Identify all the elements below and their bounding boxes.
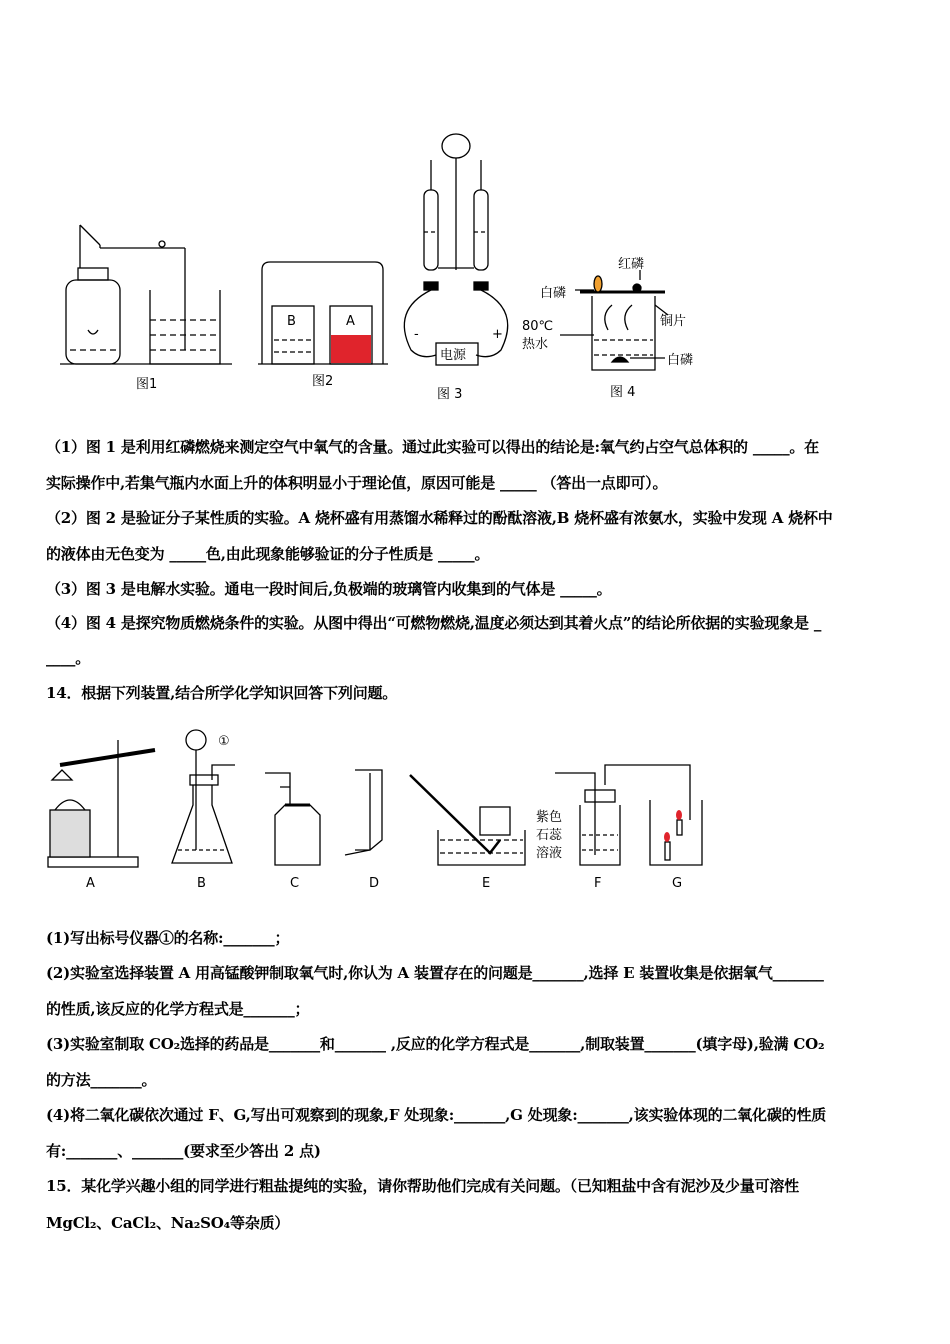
figure-2-apparatus (258, 262, 388, 364)
hot-water-label: 热水 (522, 337, 549, 352)
q13-part4-line2: ____。 (46, 649, 91, 667)
figure-row-top (0, 0, 950, 420)
q14-part3-line1: (3)实验室制取 CO₂选择的药品是_______和_______ ,反应的化学方程式是_______,制取装置_______(填字母),验满 CO₂ (46, 1035, 825, 1053)
figure-2-caption: 图2 (312, 374, 334, 389)
apparatus-label-a: A (86, 876, 95, 891)
q13-part2-line2: 的液体由无色变为 _____色,由此现象能够验证的分子性质是 _____。 (46, 545, 490, 563)
beaker-b-label: B (287, 314, 296, 329)
q14-part3-line2: 的方法_______。 (46, 1071, 157, 1089)
apparatus-label-b: B (197, 876, 206, 891)
q13-part2-line1: （2）图 2 是验证分子某性质的实验。A 烧杯盛有用蒸馏水稀释过的酚酞溶液,B 烧杯盛有浓氨水，实验中发现 A 烧杯中 (46, 509, 833, 527)
apparatus-b (172, 730, 235, 863)
q15-line1: 15．某化学兴趣小组的同学进行粗盐提纯的实验，请你帮助他们完成有关问题。（已知粗盐中含有泥沙及少量可溶性 (46, 1177, 799, 1195)
figure-4-apparatus (560, 270, 668, 370)
white-phosphorus-top-label: 白磷 (540, 286, 567, 301)
q14-part4-line2: 有:_______、_______(要求至少答出 2 点) (46, 1142, 321, 1160)
beaker-a-label: A (346, 314, 355, 329)
q14-part2-line1: (2)实验室选择装置 A 用高锰酸钾制取氧气时,你认为 A 装置存在的问题是_______,选择 E 装置收集是依据氧气_______ (46, 964, 824, 982)
apparatus-figure (0, 725, 950, 905)
q14-part1: (1)写出标号仪器①的名称:_______； (46, 929, 290, 947)
marker-1: ① (218, 734, 230, 749)
apparatus-c (265, 773, 320, 865)
figure-1-caption: 图1 (136, 377, 158, 392)
red-phosphorus-label: 红磷 (618, 257, 645, 272)
litmus-label-1: 紫色 (536, 810, 563, 825)
power-supply-label: 电源 (440, 348, 467, 363)
q13-part4-line1: （4）图 4 是探究物质燃烧条件的实验。从图中得出“可燃物燃烧,温度必须达到其着火点”的结论所依据的实验现象是 _ (46, 614, 822, 632)
negative-terminal: - (414, 327, 419, 342)
figure-4-caption: 图 4 (610, 385, 636, 400)
litmus-label-2: 石蕊 (536, 828, 563, 843)
apparatus-d (345, 770, 382, 855)
figure-1-apparatus (60, 225, 232, 364)
q15-line2: MgCl₂、CaCl₂、Na₂SO₄等杂质） (46, 1214, 290, 1232)
q13-part1-line1: （1）图 1 是利用红磷燃烧来测定空气中氧气的含量。通过此实验可以得出的结论是:氧气约占空气总体积的 _____。在 (46, 438, 819, 456)
white-phosphorus-bottom-label: 白磷 (667, 353, 694, 368)
apparatus-label-g: G (672, 876, 683, 891)
apparatus-a (48, 740, 155, 867)
apparatus-g (650, 800, 702, 865)
apparatus-e (410, 775, 525, 865)
q14-title: 14．根据下列装置,结合所学化学知识回答下列问题。 (46, 684, 398, 702)
q13-part3: （3）图 3 是电解水实验。通电一段时间后,负极端的玻璃管内收集到的气体是 _____。 (46, 580, 612, 598)
litmus-label-3: 溶液 (536, 846, 563, 861)
positive-terminal: + (492, 327, 503, 342)
figure-3-caption: 图 3 (437, 387, 463, 402)
copper-sheet-label: 铜片 (660, 314, 687, 329)
temperature-label: 80℃ (522, 319, 554, 334)
apparatus-label-c: C (290, 876, 300, 891)
apparatus-label-f: F (594, 876, 602, 891)
q13-part1-line2: 实际操作中,若集气瓶内水面上升的体积明显小于理论值，原因可能是 _____ （答出一点即可）。 (46, 474, 668, 492)
apparatus-label-e: E (482, 876, 491, 891)
apparatus-label-d: D (369, 876, 380, 891)
q14-part4-line1: (4)将二氧化碳依次通过 F、G,写出可观察到的现象,F 处现象:_______,G 处现象:_______,该实验体现的二氧化碳的性质 (46, 1106, 827, 1124)
phenolphthalein-solution-red (331, 335, 371, 363)
q14-part2-line2: 的性质,该反应的化学方程式是_______； (46, 1000, 310, 1018)
